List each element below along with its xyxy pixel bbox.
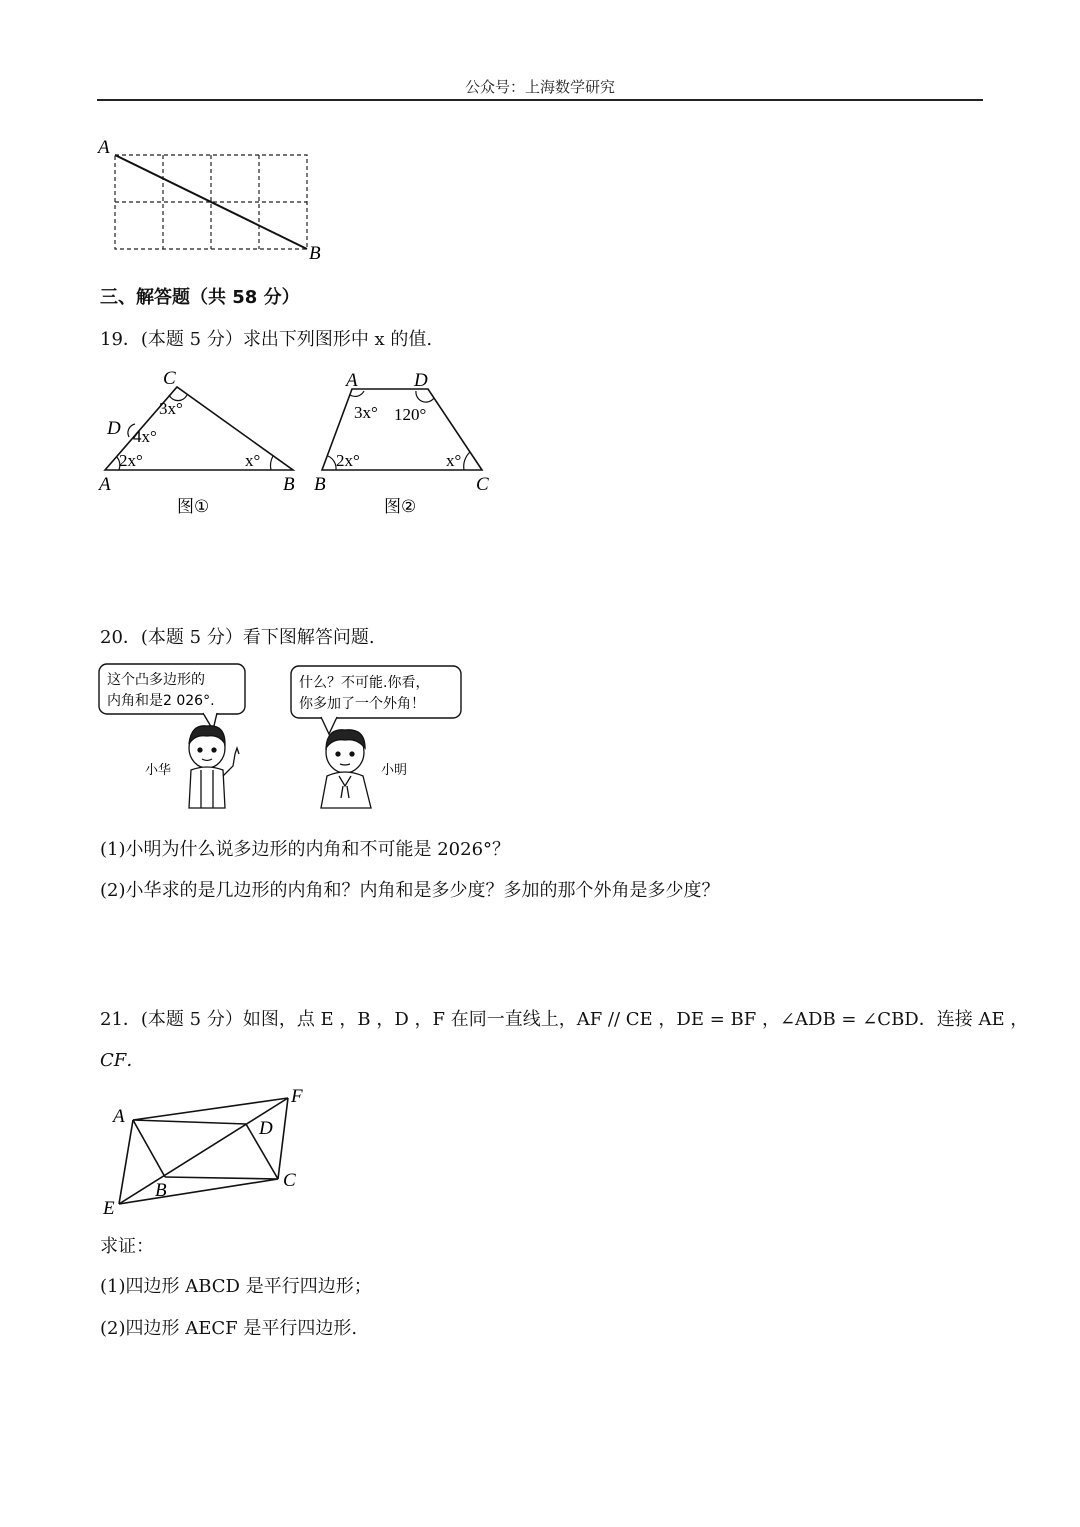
arc-a2 <box>350 391 364 396</box>
fig1-label-b: B <box>283 474 295 495</box>
fig1-label-a: A <box>99 474 111 495</box>
fig1-angle-b: x° <box>245 451 261 470</box>
arc-b <box>271 456 273 470</box>
q21-figure <box>95 1080 325 1220</box>
fig2-angle-b: 2x° <box>336 451 360 470</box>
q19-prompt: 19．(本题 5 分）求出下列图形中 x 的值. <box>100 329 433 350</box>
label-b: B <box>309 243 321 264</box>
bubble-right-line2: 你多加了一个外角！ <box>299 696 425 712</box>
edge-ad <box>133 1120 246 1124</box>
edge-ebdf <box>119 1098 288 1204</box>
fig21-label-e: E <box>103 1198 115 1219</box>
fig2-label-a: A <box>346 370 358 391</box>
fig2-label-d: D <box>414 370 428 391</box>
q20-prompt: 20．(本题 5 分）看下图解答问题. <box>100 627 375 648</box>
header-rule <box>97 99 983 101</box>
fig21-label-d: D <box>259 1118 273 1139</box>
q20-cartoon <box>95 658 485 813</box>
q21-prompt-line1: 21．(本题 5 分）如图，点 E ，B ，D ，F 在同一直线上，AF // CE ，DE = BF ，∠ADB = ∠CBD．连接 AE ， <box>100 1009 1029 1030</box>
q20-sub1: (1)小明为什么说多边形的内角和不可能是 2026°？ <box>100 839 511 860</box>
fig1-angle-a: 2x° <box>119 451 143 470</box>
name-xiaoming: 小明 <box>381 763 408 778</box>
fig21-label-f: F <box>291 1086 303 1107</box>
fig21-label-b: B <box>155 1180 167 1201</box>
edge-ec <box>119 1179 278 1204</box>
edge-bc <box>165 1177 278 1179</box>
edge-ae <box>119 1120 133 1204</box>
q20-sub2: (2)小华求的是几边形的内角和？内角和是多少度？多加的那个外角是多少度？ <box>100 880 720 901</box>
fig2-label-c: C <box>476 474 489 495</box>
fig2-caption: 图② <box>384 497 417 517</box>
fig1-label-c: C <box>163 368 176 389</box>
edge-cf <box>278 1098 288 1179</box>
fig21-label-c: C <box>283 1170 296 1191</box>
q21-sub2: (2)四边形 AECF 是平行四边形. <box>100 1318 358 1339</box>
q19-figure-1 <box>95 362 310 522</box>
q21-sub1: (1)四边形 ABCD 是平行四边形； <box>100 1276 372 1297</box>
fig2-angle-c: x° <box>446 451 462 470</box>
edge-ab <box>133 1120 165 1177</box>
q19-figure-2 <box>310 362 510 522</box>
fig2-angle-a: 3x° <box>354 403 378 422</box>
fig2-angle-d: 120° <box>394 405 427 424</box>
q21-prompt-line2: CF． <box>100 1050 145 1071</box>
boy-xiaoming <box>321 730 371 808</box>
edge-af <box>133 1098 288 1120</box>
arc-b2 <box>328 456 336 470</box>
fig2-label-b: B <box>314 474 326 495</box>
label-a: A <box>98 137 110 158</box>
name-xiaohua: 小华 <box>145 763 172 778</box>
q21-prove: 求证： <box>100 1236 154 1257</box>
bubble-left-line2: 内角和是2 026°. <box>107 693 215 709</box>
bubble-right-line1: 什么？不可能.你看， <box>299 675 430 691</box>
fig1-label-d: D <box>107 418 121 439</box>
fig1-angle-c: 3x° <box>159 399 183 418</box>
fig1-angle-d: 4x° <box>133 427 157 446</box>
section-title: 三、解答题（共 58 分） <box>100 287 300 308</box>
grid-figure <box>95 135 335 265</box>
arc-c2 <box>464 452 470 470</box>
boy-xiaohua <box>189 726 239 808</box>
page-header: 公众号：上海数学研究 <box>464 78 615 96</box>
fig1-caption: 图① <box>177 497 210 517</box>
bubble-left-line1: 这个凸多边形的 <box>107 672 205 688</box>
fig21-label-a: A <box>113 1106 125 1127</box>
